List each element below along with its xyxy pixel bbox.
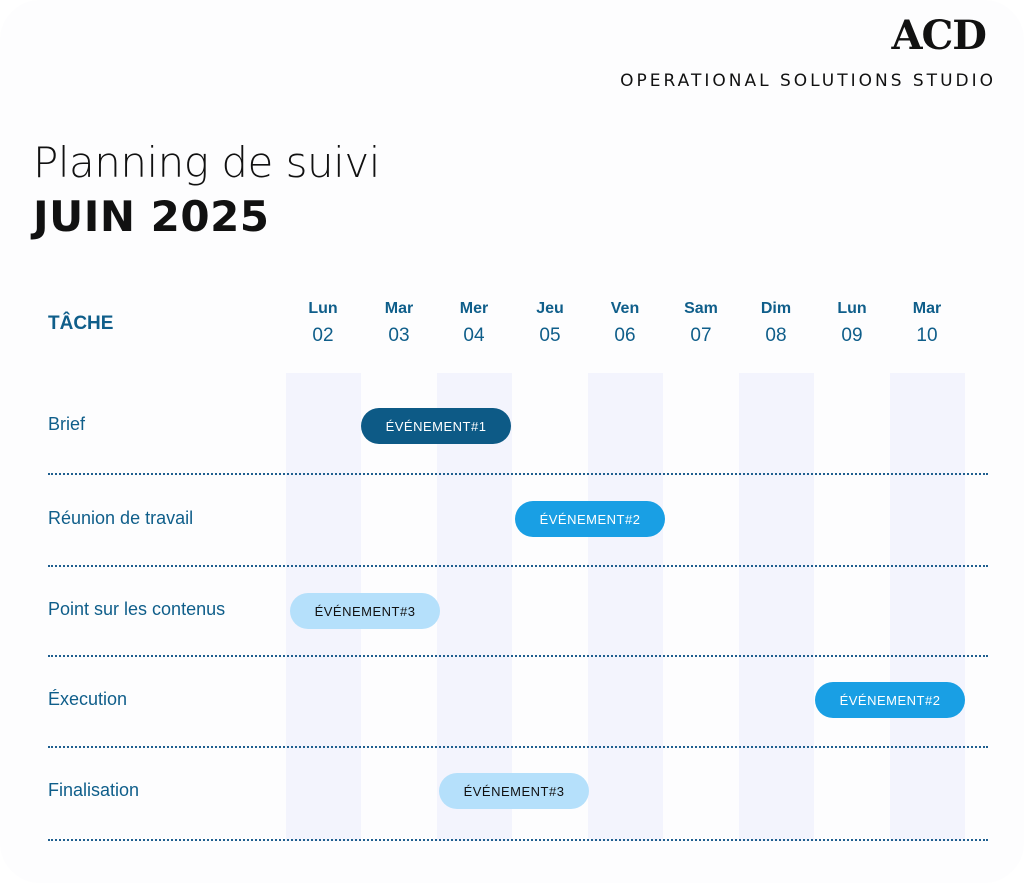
day-date: 09 — [841, 325, 863, 346]
day-date: 10 — [916, 325, 938, 346]
day-date: 03 — [388, 325, 410, 346]
event-pill-reunion[interactable]: ÉVÉNEMENT#2 — [515, 501, 665, 537]
day-name: Mar — [384, 300, 414, 317]
day-date: 08 — [765, 325, 787, 346]
day-name: Ven — [610, 300, 640, 317]
day-name: Mer — [459, 300, 489, 317]
day-header — [663, 300, 739, 351]
row-divider — [48, 839, 988, 841]
event-pill-finalisation[interactable]: ÉVÉNEMENT#3 — [439, 773, 589, 809]
day-date: 05 — [539, 325, 561, 346]
task-label-reunion: Réunion de travail — [48, 508, 194, 528]
day-stripe — [739, 373, 814, 841]
event-pill-point-contenus[interactable]: ÉVÉNEMENT#3 — [290, 593, 440, 629]
day-header — [889, 300, 965, 351]
day-name: Lun — [308, 300, 338, 317]
task-label-point-contenus: Point sur les contenus — [48, 599, 226, 619]
day-header — [512, 300, 588, 351]
day-name: Lun — [837, 300, 867, 317]
row-divider — [48, 746, 988, 748]
day-name: Mar — [912, 300, 942, 317]
day-header — [738, 300, 814, 351]
brand-tagline: OPERATIONAL SOLUTIONS STUDIO — [620, 71, 996, 91]
day-header — [436, 300, 512, 351]
row-divider — [48, 655, 988, 657]
day-name: Jeu — [536, 300, 564, 317]
day-name: Sam — [684, 300, 718, 317]
event-pill-brief[interactable]: ÉVÉNEMENT#1 — [361, 408, 511, 444]
row-divider — [48, 565, 988, 567]
day-date: 02 — [312, 325, 334, 346]
task-label-finalisation: Finalisation — [48, 780, 140, 800]
day-header — [587, 300, 663, 351]
task-column-header: TÂCHE — [48, 313, 114, 334]
day-date: 04 — [463, 325, 485, 346]
day-header — [285, 300, 361, 351]
event-pill-execution[interactable]: ÉVÉNEMENT#2 — [815, 682, 965, 718]
day-name: Dim — [760, 300, 792, 317]
day-stripe — [588, 373, 663, 841]
day-stripe — [890, 373, 965, 841]
day-date: 07 — [690, 325, 712, 346]
brand-logo: ACD — [891, 12, 986, 59]
day-header — [814, 300, 890, 351]
task-label-brief: Brief — [48, 414, 86, 434]
row-divider — [48, 473, 988, 475]
page-title: Planning de suivi — [33, 138, 380, 187]
task-label-execution: Éxecution — [48, 689, 128, 709]
day-header — [361, 300, 437, 351]
day-date: 06 — [614, 325, 636, 346]
page-subtitle-month: JUIN 2025 — [33, 192, 270, 241]
